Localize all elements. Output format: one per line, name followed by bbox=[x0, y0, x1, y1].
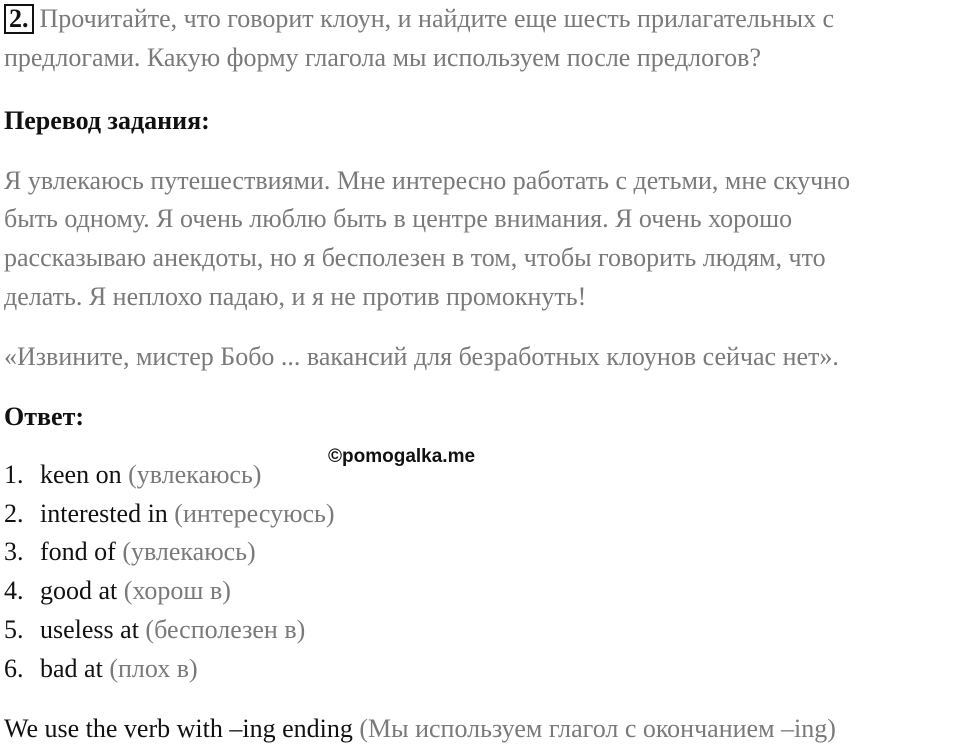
conclusion-russian: (Мы используем глагол с окончанием –ing) bbox=[359, 714, 836, 743]
answer-english: keen on bbox=[40, 460, 122, 489]
answer-item-1 bbox=[4, 460, 261, 490]
answer-item-3 bbox=[4, 537, 256, 567]
answer-number: 5. bbox=[4, 615, 24, 644]
task-text-line-1: Прочитайте, что говорит клоун, и найдите еще шесть прилагательных с bbox=[39, 4, 835, 33]
translation-heading: Перевод задания: bbox=[4, 106, 210, 135]
answer-russian: (бесполезен в) bbox=[145, 615, 306, 644]
answer-number: 1. bbox=[4, 460, 24, 489]
answer-russian: (хорош в) bbox=[123, 576, 231, 605]
answer-number: 3. bbox=[4, 537, 24, 566]
watermark: ©pomogalka.me bbox=[328, 446, 476, 467]
answer-item-6 bbox=[4, 654, 198, 684]
task-text-line-2: предлогами. Какую форму глагола мы используем после предлогов? bbox=[4, 43, 761, 72]
answer-english: good at bbox=[40, 576, 118, 605]
answer-number: 2. bbox=[4, 499, 24, 528]
translation-line-4: делать. Я неплохо падаю, и я не против промокнуть! bbox=[4, 282, 587, 311]
answer-item-2 bbox=[4, 499, 335, 529]
answer-item-5 bbox=[4, 615, 305, 645]
answer-russian: (интересуюсь) bbox=[174, 499, 335, 528]
translation-line-1: Я увлекаюсь путешествиями. Мне интересно работать с детьми, мне скучно bbox=[4, 166, 851, 195]
answer-english: useless at bbox=[40, 615, 139, 644]
answer-russian: (плох в) bbox=[109, 654, 198, 683]
answer-number: 4. bbox=[4, 576, 24, 605]
translation-quote: «Извините, мистер Бобо ... вакансий для безработных клоунов сейчас нет». bbox=[4, 342, 839, 371]
translation-line-2: быть одному. Я очень люблю быть в центре внимания. Я очень хорошо bbox=[4, 204, 793, 233]
answer-english: bad at bbox=[40, 654, 103, 683]
answer-russian: (увлекаюсь) bbox=[122, 537, 256, 566]
translation-line-3: рассказываю анекдоты, но я бесполезен в том, чтобы говорить людям, что bbox=[4, 243, 826, 272]
answer-russian: (увлекаюсь) bbox=[128, 460, 262, 489]
answer-item-4 bbox=[4, 576, 231, 606]
task-number: 2. bbox=[4, 4, 34, 34]
task-line-1 bbox=[4, 4, 834, 34]
conclusion-english: We use the verb with –ing ending bbox=[4, 714, 353, 743]
answer-english: interested in bbox=[40, 499, 168, 528]
conclusion bbox=[4, 714, 836, 744]
answer-heading: Ответ: bbox=[4, 402, 85, 431]
answer-english: fond of bbox=[40, 537, 116, 566]
answer-number: 6. bbox=[4, 654, 24, 683]
